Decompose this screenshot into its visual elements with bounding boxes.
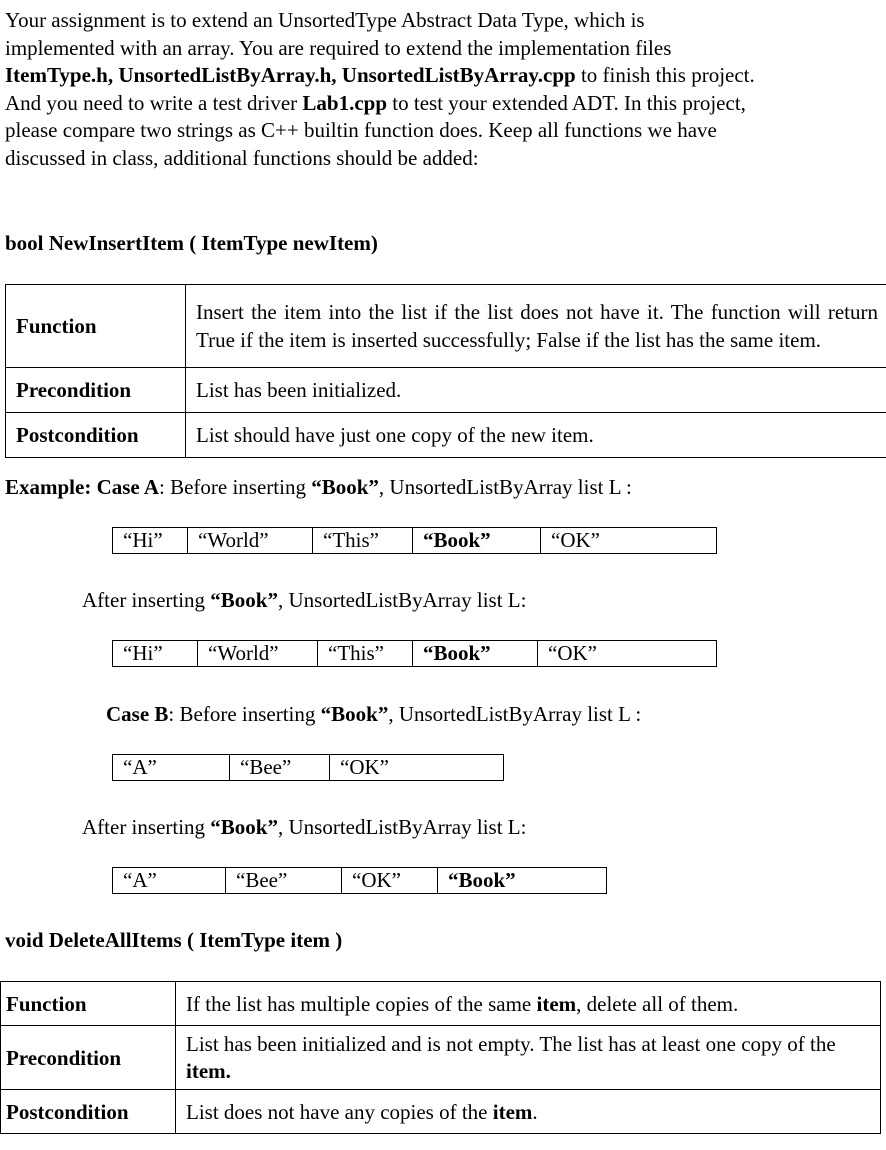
intro-paragraph	[5, 7, 883, 173]
case-b-after-caption: After inserting “Book”, UnsortedListByArray list L:	[82, 815, 527, 839]
spec-desc: If the list has multiple copies of the same item, delete all of them.	[176, 982, 881, 1026]
array-cell: “OK”	[538, 641, 717, 667]
array-cell: “Book”	[413, 641, 538, 667]
spec-desc: List does not have any copies of the item.	[176, 1090, 881, 1134]
array-cell: “OK”	[330, 755, 504, 781]
case-a-after-caption: After inserting “Book”, UnsortedListByArray list L:	[82, 588, 527, 612]
new-insert-item-signature: bool NewInsertItem ( ItemType newItem)	[5, 231, 378, 255]
intro-line: Your assignment is to extend an UnsortedType Abstract Data Type, which is	[5, 8, 645, 32]
array-cell: “This”	[313, 528, 413, 554]
spec-row-function	[1, 982, 881, 1026]
spec-label: Precondition	[6, 368, 186, 413]
array-cell: “A”	[113, 868, 226, 894]
spec-row-postcondition	[6, 413, 886, 458]
intro-line: And you need to write a test driver Lab1.cpp to test your extended ADT. In this project,	[5, 90, 746, 115]
case-a-after-array	[112, 640, 717, 667]
spec-label: Postcondition	[1, 1090, 176, 1134]
array-cell: “This”	[318, 641, 413, 667]
intro-line: discussed in class, additional functions should be added:	[5, 145, 479, 170]
array-cell: “World”	[198, 641, 318, 667]
spec-row-precondition	[1, 1026, 881, 1090]
array-cell: “World”	[188, 528, 313, 554]
array-cell: “Book”	[413, 528, 541, 554]
test-driver-file: Lab1.cpp	[302, 90, 388, 115]
array-cell: “Hi”	[113, 528, 188, 554]
array-cell: “Bee”	[230, 755, 330, 781]
intro-line: implemented with an array. You are required to extend the implementation files	[5, 35, 672, 60]
array-cell: “Bee”	[226, 868, 342, 894]
new-insert-item-spec-table	[5, 284, 886, 458]
spec-desc: List has been initialized and is not empty. The list has at least one copy of the item.	[176, 1026, 881, 1090]
array-cell: “A”	[113, 755, 230, 781]
case-b-after-array	[112, 867, 607, 894]
spec-row-postcondition	[1, 1090, 881, 1134]
spec-row-function	[6, 285, 886, 368]
intro-line: ItemType.h, UnsortedListByArray.h, UnsortedListByArray.cpp to finish this project.	[5, 63, 755, 88]
file-names: ItemType.h, UnsortedListByArray.h, UnsortedListByArray.cpp	[5, 63, 576, 88]
spec-desc: Insert the item into the list if the list does not have it. The function will return True if the item is inserted successfully; False if the list has the same item.	[186, 285, 886, 368]
case-b-before-caption: Case B: Before inserting “Book”, UnsortedListByArray list L :	[106, 702, 642, 726]
spec-label: Precondition	[1, 1026, 176, 1090]
spec-desc: List has been initialized.	[186, 368, 886, 413]
array-cell: “Hi”	[113, 641, 198, 667]
case-b-before-array	[112, 754, 504, 781]
array-cell: “OK”	[342, 868, 438, 894]
case-a-before-array	[112, 527, 717, 554]
intro-line: please compare two strings as C++ builtin function does. Keep all functions we have	[5, 118, 717, 143]
spec-label: Function	[1, 982, 176, 1026]
delete-all-items-signature: void DeleteAllItems ( ItemType item )	[5, 928, 343, 952]
spec-label: Function	[6, 285, 186, 368]
array-cell: “Book”	[438, 868, 607, 894]
delete-all-items-spec-table	[0, 981, 881, 1134]
spec-row-precondition	[6, 368, 886, 413]
case-a-before-caption: Example: Case A: Before inserting “Book”, UnsortedListByArray list L :	[5, 475, 632, 499]
spec-desc: List should have just one copy of the new item.	[186, 413, 886, 458]
spec-label: Postcondition	[6, 413, 186, 458]
array-cell: “OK”	[541, 528, 717, 554]
